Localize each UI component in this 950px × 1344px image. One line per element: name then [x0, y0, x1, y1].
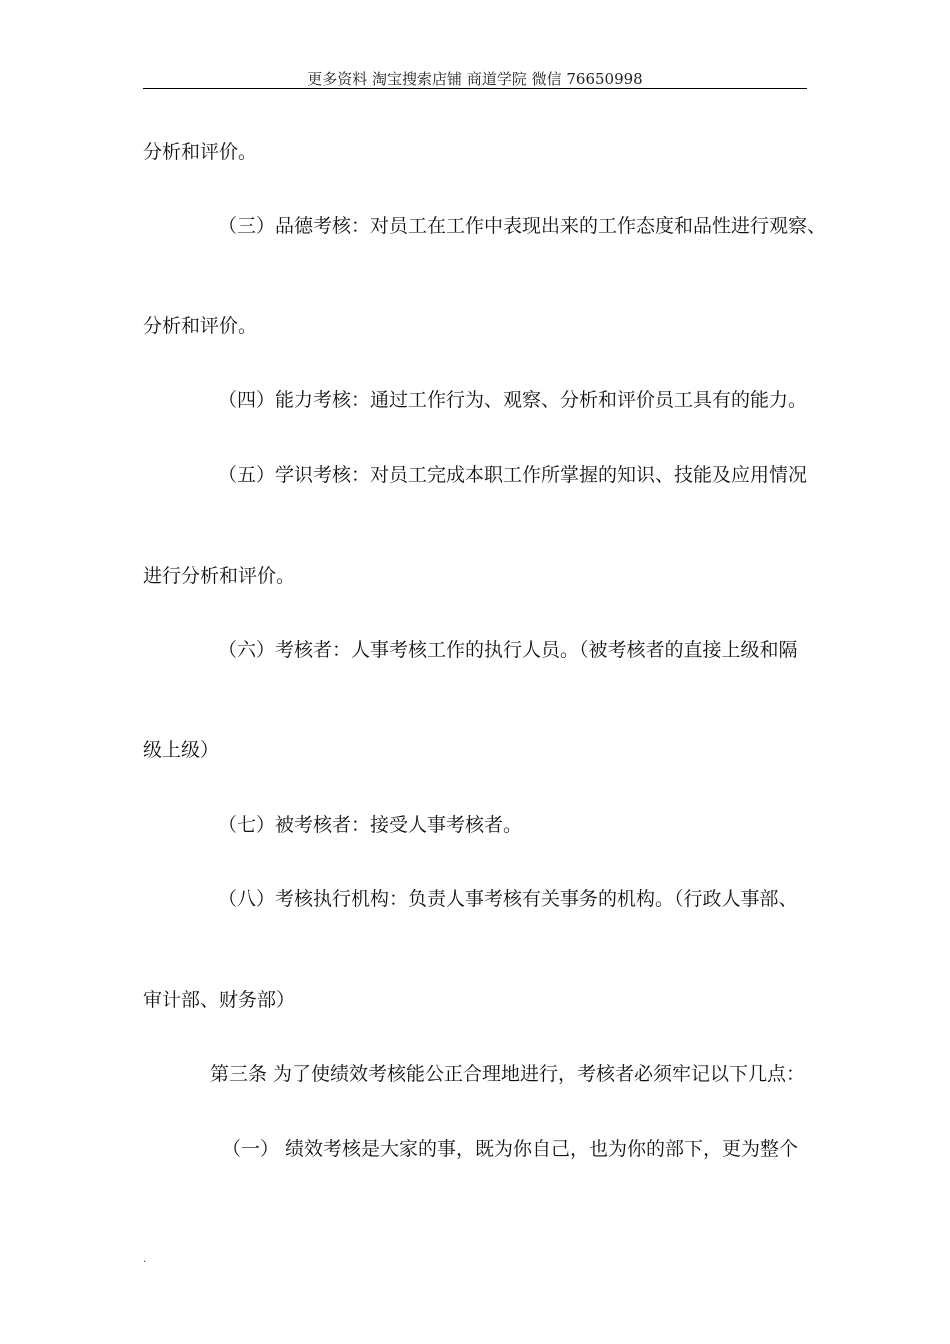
text-line: （三）品德考核：对员工在工作中表现出来的工作态度和品性进行观察、 — [218, 215, 827, 237]
text-line: （七）被考核者：接受人事考核者。 — [218, 814, 523, 836]
text-line: （一） 绩效考核是大家的事，既为你自己，也为你的部下，更为整个 — [222, 1138, 799, 1160]
text-line: 级上级） — [143, 739, 220, 761]
text-line: 第三条 为了使绩效考核能公正合理地进行，考核者必须牢记以下几点： — [210, 1063, 806, 1085]
text-line: 审计部、财务部） — [143, 989, 296, 1011]
text-line: （五）学识考核：对员工完成本职工作所掌握的知识、技能及应用情况 — [218, 464, 808, 486]
footer-mark: . — [143, 1254, 147, 1265]
text-line: （八）考核执行机构：负责人事考核有关事务的机构。（行政人事部、 — [218, 888, 798, 910]
text-line: 分析和评价。 — [143, 141, 258, 163]
text-line: 进行分析和评价。 — [143, 565, 296, 587]
header-rule — [143, 88, 807, 89]
text-line: （四）能力考核：通过工作行为、观察、分析和评价员工具有的能力。 — [218, 389, 808, 411]
text-line: （六）考核者：人事考核工作的执行人员。（被考核者的直接上级和隔 — [218, 639, 798, 661]
text-line: 分析和评价。 — [143, 315, 258, 337]
page-header: 更多资料 淘宝搜索店铺 商道学院 微信 76650998 — [307, 70, 643, 88]
